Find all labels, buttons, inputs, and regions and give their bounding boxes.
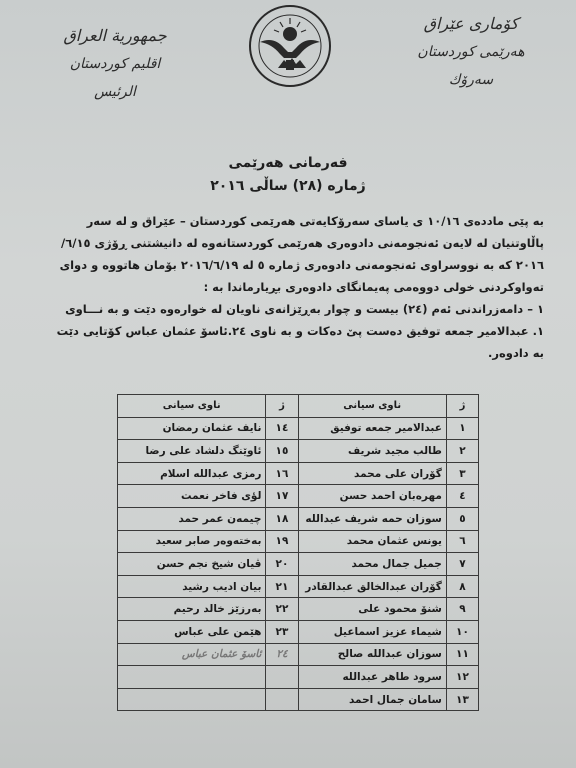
kurdish-letterhead xyxy=(396,10,546,94)
table-row xyxy=(118,643,479,666)
kurdistan-region-emblem-icon xyxy=(248,4,332,88)
decree-paragraph-line: پاڵاوتنیان لە لایەن ئەنجومەنی دادوەری هەرێمی كوردستانەوە لە دانیشتنی ڕۆژی ٦/١٥/ xyxy=(61,236,544,250)
row-number: ٤ xyxy=(446,485,478,508)
appointee-name: هێمن علی عباس xyxy=(118,620,266,643)
table-row xyxy=(118,598,479,621)
row-number xyxy=(266,666,298,689)
appointee-name: یونس عثمان محمد xyxy=(298,530,446,553)
appointee-name: مهرەبان احمد حسن xyxy=(298,485,446,508)
row-number: ٧ xyxy=(446,553,478,576)
table-row xyxy=(118,507,479,530)
table-row xyxy=(118,530,479,553)
table-row xyxy=(118,666,479,689)
table-row xyxy=(118,440,479,463)
appointee-name: عبدالامیر جمعە توفیق xyxy=(298,417,446,440)
letterhead-country: جمهورية العراق xyxy=(63,26,167,45)
column-header-name: ناوی سیانی xyxy=(298,395,446,418)
appointee-name: بەختەوەر صابر سعید xyxy=(118,530,266,553)
table-row xyxy=(118,417,479,440)
table-row xyxy=(118,553,479,576)
appointee-name: سوزان حمە شریف عبداللە xyxy=(298,507,446,530)
column-header-name: ناوی سیانی xyxy=(118,395,266,418)
row-number: ١١ xyxy=(446,643,478,666)
row-number: ٢٣ xyxy=(266,620,298,643)
row-number: ٢٢ xyxy=(266,598,298,621)
decree-number: ژمارە (٢٨) ساڵی ٢٠١٦ xyxy=(210,178,366,194)
table-row xyxy=(118,688,479,711)
arabic-letterhead xyxy=(40,22,190,106)
appointee-name: گۆران عبدالخالق عبدالقادر xyxy=(298,575,446,598)
row-number: ١٣ xyxy=(446,688,478,711)
column-header-number: ژ xyxy=(266,395,298,418)
table-row xyxy=(118,575,479,598)
row-number: ٦ xyxy=(446,530,478,553)
row-number: ١٢ xyxy=(446,666,478,689)
table-row xyxy=(118,620,479,643)
appointee-name xyxy=(118,666,266,689)
table-header-row xyxy=(118,395,479,418)
appointee-name: ئاسۆ عثمان عباس xyxy=(118,643,266,666)
decree-paragraph-line: ١. عبدالامیر جمعە توفیق دەست پێ دەكات و بە ناوی ٢٤.ئاسۆ عثمان عباس كۆتایی دێت xyxy=(56,324,544,338)
row-number: ٢٠ xyxy=(266,553,298,576)
letterhead-office-kurdish: سەرۆك xyxy=(448,72,494,88)
appointee-name: شنۆ محمود علی xyxy=(298,598,446,621)
appointee-name: چیمەن عمر حمد xyxy=(118,507,266,530)
row-number: ٢ xyxy=(446,440,478,463)
letterhead-office: الرئيس xyxy=(94,84,136,100)
appointee-name: سرود طاهر عبداللە xyxy=(298,666,446,689)
row-number xyxy=(266,688,298,711)
row-number: ١٠ xyxy=(446,620,478,643)
decree-paragraph-line: ٢٠١٦ كە بە نووسراوی ئەنجومەنی دادوەری ژمارە ٥ لە ٢٠١٦/٦/١٩ بۆمان هاتووە و دوای xyxy=(59,258,544,272)
table-row xyxy=(118,462,479,485)
row-number: ٣ xyxy=(446,462,478,485)
appointee-name: رمزی عبداللە اسلام xyxy=(118,462,266,485)
appointee-name: سوزان عبداللە صالح xyxy=(298,643,446,666)
row-number: ١٨ xyxy=(266,507,298,530)
row-number: ١ xyxy=(446,417,478,440)
decree-paragraph-line: بە پێی ماددەی ١٠/١٦ ی یاسای سەرۆكایەتی هەرێمی كوردستان – عێراق و لە سەر xyxy=(86,214,544,228)
table-row xyxy=(118,485,479,508)
appointee-name: لؤی فاخر نعمت xyxy=(118,485,266,508)
row-number: ١٩ xyxy=(266,530,298,553)
letterhead-region-kurdish: هەرێمی كوردستان xyxy=(417,44,525,60)
row-number: ٨ xyxy=(446,575,478,598)
appointee-name: بیان ادیب رشید xyxy=(118,575,266,598)
letterhead-region: اقليم كوردستان xyxy=(69,56,161,72)
appointee-name: نایف عثمان رمضان xyxy=(118,417,266,440)
appointee-name: شیماء عزیز اسماعیل xyxy=(298,620,446,643)
appointee-name: ڤیان شیخ نجم حسن xyxy=(118,553,266,576)
decree-paragraph-line: بە دادوەر. xyxy=(488,346,544,360)
letterhead-country-kurdish: كۆماری عێراق xyxy=(423,14,519,33)
column-header-number: ژ xyxy=(446,395,478,418)
appointee-name: ئاوێنگ دلشاد علی رضا xyxy=(118,440,266,463)
row-number: ٩ xyxy=(446,598,478,621)
appointee-name: گۆران علی محمد xyxy=(298,462,446,485)
decree-title: فەرمانی هەرێمی xyxy=(228,155,348,171)
row-number: ١٦ xyxy=(266,462,298,485)
row-number: ١٧ xyxy=(266,485,298,508)
appointee-name: بەرزێز خالد رحیم xyxy=(118,598,266,621)
row-number: ٢٤ xyxy=(266,643,298,666)
row-number: ١٤ xyxy=(266,417,298,440)
row-number: ١٥ xyxy=(266,440,298,463)
decree-paragraph-line: تەواوكردنی خولی دووەمی پەیمانگای دادوەری بڕیارماندا بە : xyxy=(203,280,544,294)
row-number: ٢١ xyxy=(266,575,298,598)
appointee-name: طالب مجید شریف xyxy=(298,440,446,463)
appointees-table xyxy=(117,394,479,711)
row-number: ٥ xyxy=(446,507,478,530)
appointee-name: جمیل جمال محمد xyxy=(298,553,446,576)
appointee-name xyxy=(118,688,266,711)
appointee-name: سامان جمال احمد xyxy=(298,688,446,711)
decree-paragraph-line: ١ – دامەزراندنی ئەم (٢٤) بیست و چوار بەڕێزانەی ناویان لە خوارەوە دێت و بە نـــاوی xyxy=(65,302,544,316)
